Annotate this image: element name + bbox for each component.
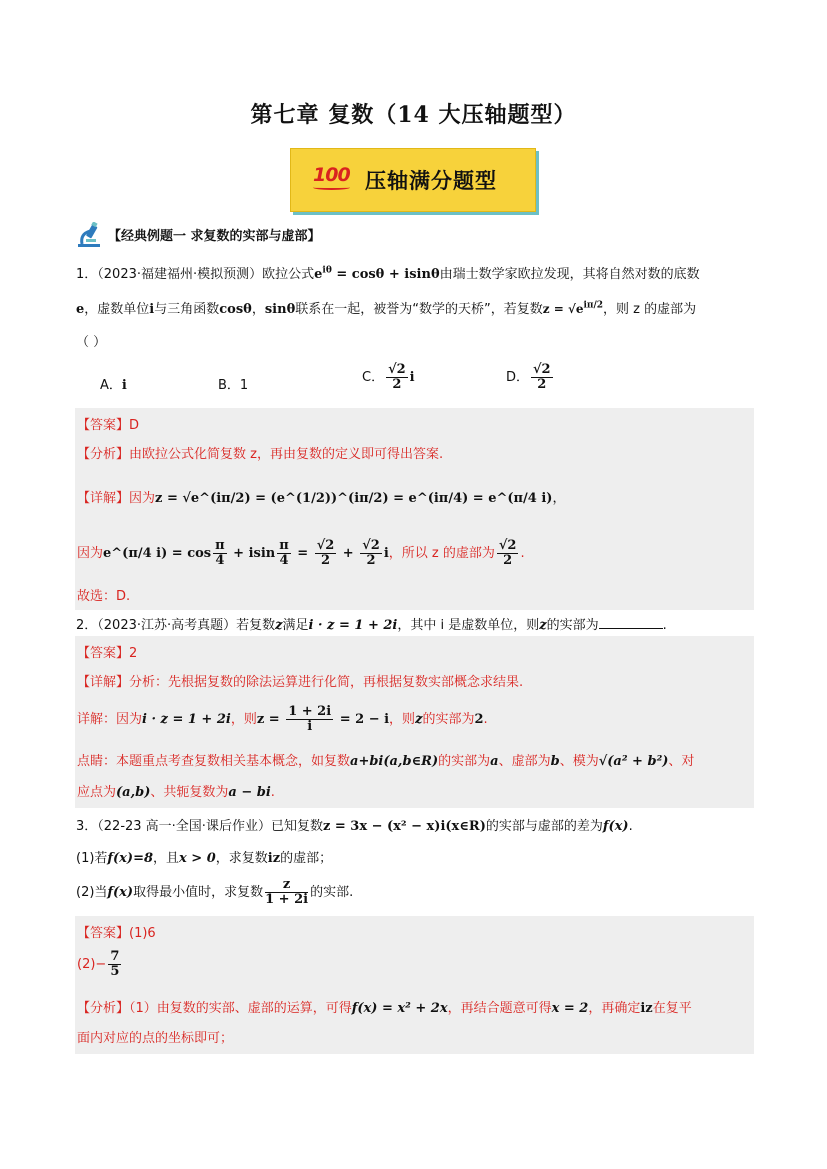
answer-block-1 — [75, 408, 754, 610]
analysis-line-1: 【分析】（1）由复数的实部、虚部的运算，可得f(x) = x² + 2x，再结合题意可得x = 2，再确定iz在复平 — [77, 1001, 692, 1016]
banner — [290, 148, 536, 212]
option-b: B．1 — [218, 378, 249, 393]
math: cosθ — [219, 302, 252, 317]
option-d — [506, 363, 555, 392]
q1-text: ，则 z 的虚部为 — [603, 302, 697, 317]
answer-line-2: (2)− $\frac{7}{5}$ — [77, 949, 120, 979]
fraction: $\frac{√2}{2}$ — [388, 362, 406, 392]
detail-line-1: 【详解】因为z = √e^(iπ/2) = (e^(1/2))^(iπ/2) = e^(iπ/4) = e^(π/4 i)， — [77, 491, 566, 506]
banner-text: 压轴满分题型 — [365, 169, 497, 193]
math: z = √e^(iπ/2) = (e^(1/2))^(iπ/2) = e^(iπ/4) = e^(π/4 i) — [155, 491, 553, 506]
q3-line1: 3．（22-23 高一·全国·课后作业）已知复数z = 3x − (x² − x)i(x∈R)的实部与虚部的差为f(x). — [76, 819, 633, 834]
answer-value: (1)6 — [129, 926, 156, 941]
option-label: D． — [506, 370, 530, 385]
fraction: $\frac{\pi}{4}$ — [279, 538, 289, 568]
math: + isin — [228, 546, 276, 561]
math: i — [121, 378, 127, 393]
detail-line-2: 详解：因为i · z = 1 + 2i，则z = $\frac{1 + 2i}{i}$ = 2 − i，则z的实部为2. — [77, 704, 488, 734]
microscope-icon — [76, 222, 106, 248]
page-title: 第七章 复数（14 大压轴题型） — [250, 102, 577, 128]
q1-text: ， — [251, 302, 265, 317]
math: i · z = 1 + 2i — [142, 712, 231, 727]
option-label: C． — [362, 370, 385, 385]
math: iπ/2 — [583, 300, 604, 311]
tip-line-2: 应点为(a,b)、共轭复数为a − bi. — [77, 785, 275, 800]
answer-line: 【答案】D — [77, 418, 140, 433]
q1-line2 — [76, 298, 696, 317]
q1-line3: （ ） — [76, 335, 107, 350]
detail-line-2: 因为e^(π/4 i) = cos $\frac{\pi}{4}$ + isin $\frac{\pi}{4}$ = $\frac{√2}{2}$ + $\frac{√2}{2}$ i，所以 z 的虚部为 $\frac{√2}{2}$ . — [77, 538, 525, 568]
answer-blank — [599, 616, 663, 629]
fraction: $\frac{z}{1 + 2i}$ — [265, 877, 309, 907]
q3-sub1: (1)若f(x)=8，且x > 0，求复数iz的虚部； — [76, 851, 333, 866]
fraction: $\frac{√2}{2}$ — [498, 538, 517, 568]
math: z = √e — [542, 302, 584, 316]
answer-line: 【答案】2 — [77, 646, 138, 661]
fraction: $\frac{√2}{2}$ — [533, 362, 551, 392]
hundred-points-icon: 100 — [313, 164, 350, 186]
math: iθ — [322, 265, 332, 276]
fraction: $\frac{√2}{2}$ — [362, 538, 380, 568]
q1-text: ，虚数单位 — [84, 302, 150, 317]
math: e — [314, 267, 323, 282]
answer-line: 【答案】(1)6 — [77, 926, 156, 941]
fraction: $\frac{1 + 2i}{i}$ — [288, 704, 332, 734]
fraction: $\frac{√2}{2}$ — [316, 538, 335, 568]
option-label: A． — [100, 378, 122, 393]
q1-text: 与三角函数 — [154, 302, 220, 317]
analysis-line: 【分析】由欧拉公式化简复数 z，再由复数的定义即可得出答案. — [77, 447, 444, 462]
q3-sub2: (2)当f(x)取得最小值时，求复数 $\frac{z}{1 + 2i}$ 的实部. — [76, 877, 354, 907]
q2-line: 2．（2023·江苏·高考真题）若复数z满足i · z = 1 + 2i，其中 i 是虚数单位，则z的实部为 . — [76, 618, 667, 633]
detail-line: 【详解】分析：先根据复数的除法运算进行化简，再根据复数实部概念求结果. — [77, 675, 524, 690]
q1-line1 — [76, 263, 700, 282]
answer-value: D — [129, 418, 140, 433]
math: sinθ — [264, 302, 296, 317]
fraction: $\frac{7}{5}$ — [110, 949, 120, 979]
math: e — [76, 302, 85, 317]
math: e^(π/4 i) = cos — [103, 546, 212, 561]
math: i — [409, 370, 415, 385]
math: i · z = 1 + 2i — [308, 618, 398, 633]
q1-text: 由瑞士数学家欧拉发现，其将自然对数的底数 — [439, 267, 700, 282]
math: i — [149, 302, 155, 317]
q1-text: 联系在一起，被誉为“数学的天桥”，若复数 — [295, 302, 543, 317]
q1-text: 1．（2023·福建福州·模拟预测）欧拉公式 — [76, 267, 315, 282]
section-label: 【经典例题一 求复数的实部与虚部】 — [108, 229, 321, 244]
answer-value: 2 — [129, 646, 138, 661]
choose-line: 故选：D. — [77, 589, 131, 604]
tip-line-1: 点睛：本题重点考查复数相关基本概念，如复数a+bi(a,b∈R)的实部为a、虚部为b、模为√(a² + b²)、对 — [77, 754, 695, 769]
fraction: $\frac{\pi}{4}$ — [215, 538, 225, 568]
math: = cosθ + isinθ — [331, 267, 440, 282]
option-a — [100, 374, 127, 393]
option-c — [362, 363, 415, 392]
analysis-line-2: 面内对应的点的坐标即可； — [77, 1031, 234, 1046]
math: z = 3x − (x² − x)i(x∈R) — [322, 819, 486, 834]
